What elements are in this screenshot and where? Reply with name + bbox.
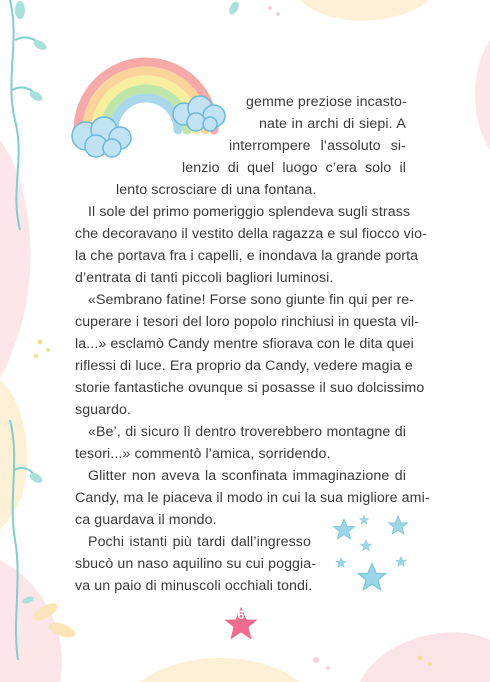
- text-line: Pochi istanti più tardi dall’ingresso: [88, 534, 311, 550]
- text-line: ca guardava il mondo.: [75, 512, 217, 528]
- text-line: sguardo.: [75, 402, 132, 418]
- text-line: nate in archi di siepi. A: [259, 116, 406, 132]
- text-line: sbucò un naso aquilino su cui poggia-: [75, 556, 317, 572]
- text-line: tesori...» commentò l’amica, sorridendo.: [75, 446, 331, 462]
- text-line: che decoravano il vestito della ragazza e sul fiocco vio-: [75, 226, 427, 242]
- text-line: interrompere l’assoluto si-: [229, 138, 406, 154]
- text-line: lenzio di quel luogo c’era solo il: [182, 160, 406, 176]
- page-number: 6: [237, 608, 245, 622]
- text-line: va un paio di minuscoli occhiali tondi.: [75, 578, 313, 594]
- text-line: la...» esclamò Candy mentre sfiorava con le dita quei: [75, 336, 414, 352]
- text-line: d’entrata di tanti piccoli bagliori luminosi.: [75, 270, 334, 286]
- text-line: Glitter non aveva la sconfinata immaginazione di: [88, 468, 406, 484]
- text-line: «Be’, di sicuro lì dentro troverebbero montagne di: [88, 424, 406, 440]
- text-line: Il sole del primo pomeriggio splendeva sugli strass: [88, 204, 411, 220]
- text-line: Candy, ma le piaceva il modo in cui la sua migliore ami-: [75, 490, 430, 506]
- text-line: «Sembrano fatine! Forse sono giunte fin qui per re-: [88, 292, 415, 308]
- text-line: storie fantastiche ovunque si posasse il suo dolcissimo: [75, 380, 425, 396]
- text-line: cuperare i tesori del loro popolo rinchiusi in questa vil-: [75, 314, 420, 330]
- text-line: riflessi di luce. Era proprio da Candy, vedere magia e: [75, 358, 413, 374]
- text-line: la che portava fra i capelli, e inondava la grande porta: [75, 248, 419, 264]
- text-line: lento scrosciare di una fontana.: [116, 182, 317, 198]
- text-line: gemme preziose incasto-: [246, 94, 407, 110]
